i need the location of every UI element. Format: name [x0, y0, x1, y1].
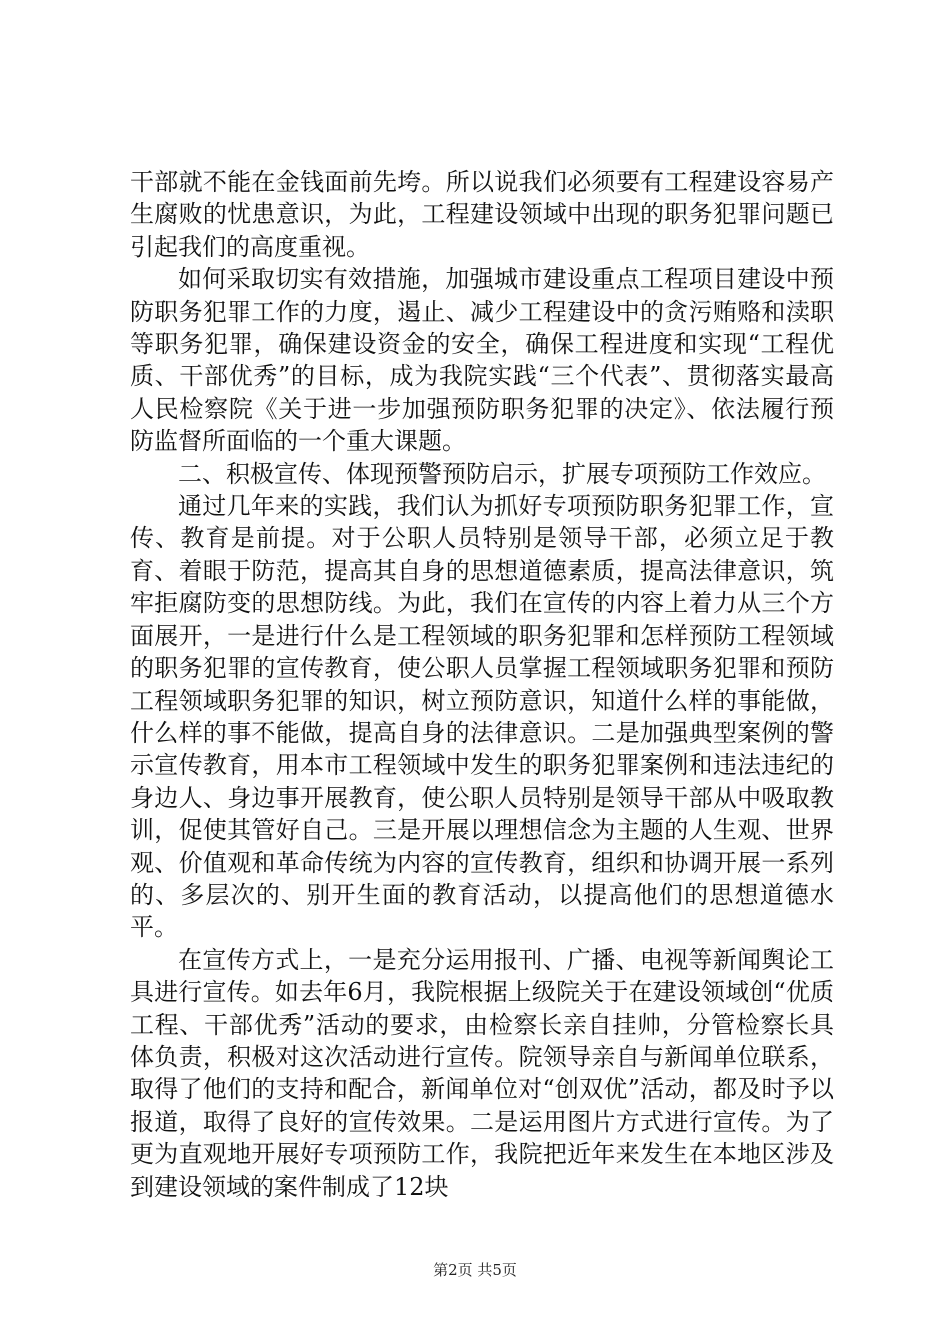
paragraph-education: 通过几年来的实践，我们认为抓好专项预防职务犯罪工作，宣传、教育是前提。对于公职人员特别是领导干部，必须立足于教育、着眼于防范，提高其自身的思想道德素质，提高法律意识，筑牢拒腐防变的思想防线。为此，我们在宣传的内容上着力从三个方面展开，一是进行什么是工程领域的职务犯罪和怎样预防工程领域的职务犯罪的宣传教育，使公职人员掌握工程领域职务犯罪和预防工程领域职务犯罪的知识，树立预防意识，知道什么样的事能做，什么样的事不能做，提高自身的法律意识。二是加强典型案例的警示宣传教育，用本市工程领域中发生的职务犯罪案例和违法违纪的身边人、身边事开展教育，使公职人员特别是领导干部从中吸取教训，促使其管好自己。三是开展以理想信念为主题的人生观、世界观、价值观和革命传统为内容的宣传教育，组织和协调开展一系列的、多层次的、别开生面的教育活动，以提高他们的思想道德水平。 [130, 492, 834, 942]
page-number-footer: 第2页 共5页 [433, 1261, 517, 1279]
section-heading-two: 二、积极宣传、体现预警预防启示，扩展专项预防工作效应。 [178, 459, 826, 488]
paragraph-measures: 如何采取切实有效措施，加强城市建设重点工程项目建设中预防职务犯罪工作的力度，遏止、减少工程建设中的贪污贿赂和渎职等职务犯罪，确保建设资金的安全，确保工程进度和实现“工程优质、干部优秀”的目标，成为我院实践“三个代表”、贯彻落实最高人民检察院《关于进一步加强预防职务犯罪的决定》、依法履行预防监督所面临的一个重大课题。 [130, 265, 834, 456]
paragraph-continuation: 干部就不能在金钱面前先垮。所以说我们必须要有工程建设容易产生腐败的忧患意识，为此，工程建设领域中出现的职务犯罪问题已引起我们的高度重视。 [130, 168, 834, 261]
document-body [130, 166, 834, 1203]
paragraph-publicity-methods: 在宣传方式上，一是充分运用报刊、广播、电视等新闻舆论工具进行宣传。如去年6月，我院根据上级院关于在建设领域创“优质工程、干部优秀”活动的要求，由检察长亲自挂帅，分管检察长具体负责，积极对这次活动进行宣传。院领导亲自与新闻单位联系，取得了他们的支持和配合，新闻单位对“创双优”活动，都及时予以报道，取得了良好的宣传效果。二是运用图片方式进行宣传。为了更为直观地开展好专项预防工作，我院把近年来发生在本地区涉及到建设领域的案件制成了12块 [130, 945, 834, 1201]
